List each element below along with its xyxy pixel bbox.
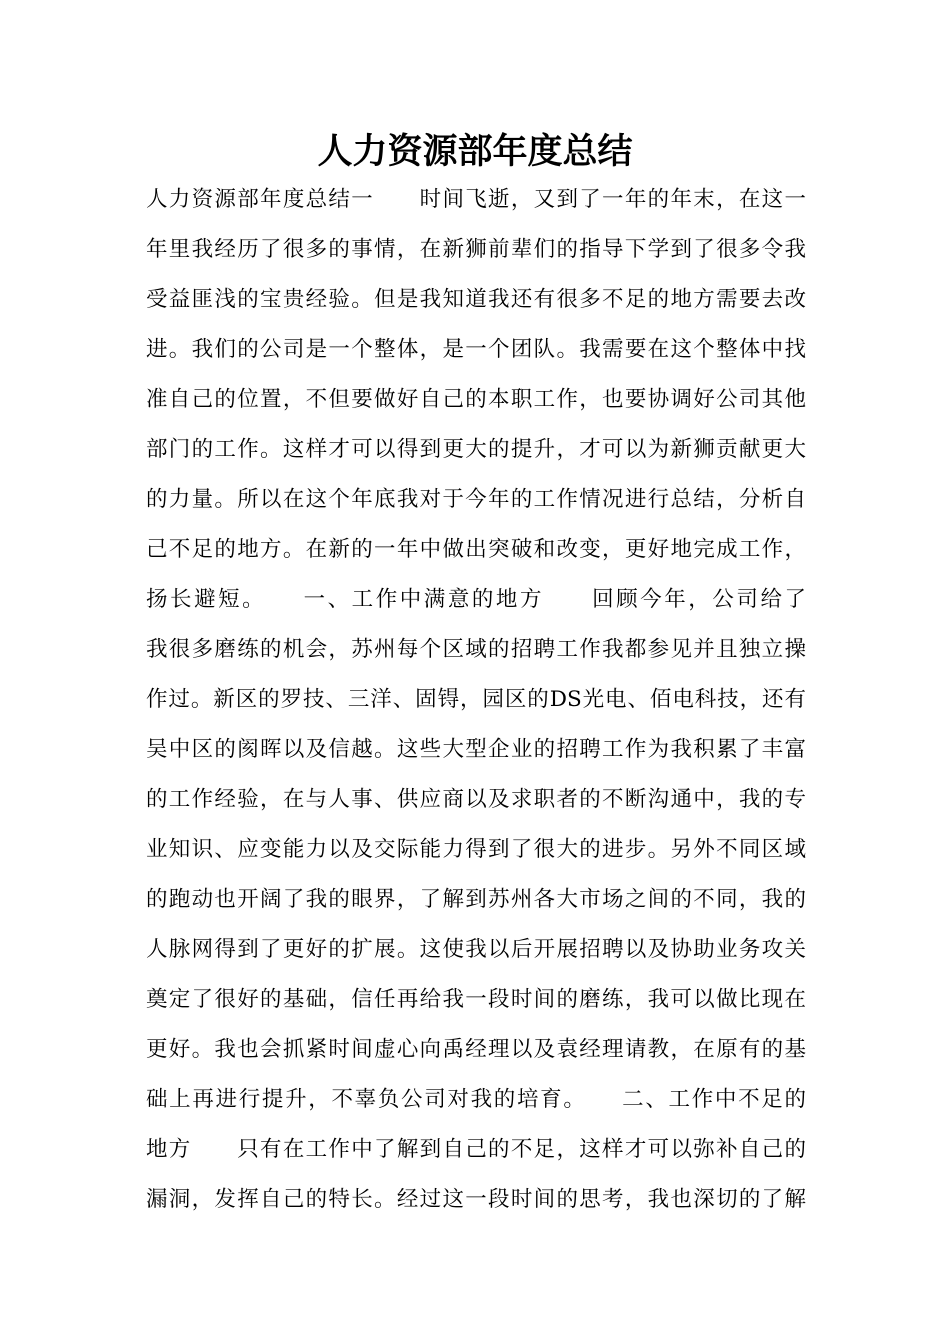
- body-line: 年里我经历了很多的事情，在新狮前辈们的指导下学到了很多令我: [146, 237, 806, 262]
- document-body: [146, 175, 806, 1225]
- body-line: 地方 只有在工作中了解到自己的不足，这样才可以弥补自己的: [146, 1137, 806, 1162]
- body-line: 受益匪浅的宝贵经验。但是我知道我还有很多不足的地方需要去改: [146, 287, 806, 312]
- body-line: 奠定了很好的基础，信任再给我一段时间的磨练，我可以做比现在: [146, 987, 806, 1012]
- body-line: 业知识、应变能力以及交际能力得到了很大的进步。另外不同区域: [146, 837, 806, 862]
- body-line: 更好。我也会抓紧时间虚心向禹经理以及袁经理请教，在原有的基: [146, 1037, 806, 1062]
- body-line: 己不足的地方。在新的一年中做出突破和改变，更好地完成工作，: [146, 537, 806, 562]
- body-line: 部门的工作。这样才可以得到更大的提升，才可以为新狮贡献更大: [146, 437, 806, 462]
- body-line: 吴中区的阂晖以及信越。这些大型企业的招聘工作为我积累了丰富: [146, 737, 806, 762]
- body-line: 人脉网得到了更好的扩展。这使我以后开展招聘以及协助业务攻关: [146, 937, 806, 962]
- body-line: 作过。新区的罗技、三洋、固锝，园区的DS光电、佰电科技，还有: [146, 687, 806, 712]
- body-line: 我很多磨练的机会，苏州每个区域的招聘工作我都参见并且独立操: [146, 637, 806, 662]
- body-line: 的工作经验，在与人事、供应商以及求职者的不断沟通中，我的专: [146, 787, 806, 812]
- body-line: 的力量。所以在这个年底我对于今年的工作情况进行总结，分析自: [146, 487, 806, 512]
- body-line: 扬长避短。 一、工作中满意的地方 回顾今年，公司给了: [146, 587, 806, 612]
- document-title: 人力资源部年度总结: [317, 132, 633, 172]
- body-line: 准自己的位置，不但要做好自己的本职工作，也要协调好公司其他: [146, 387, 806, 412]
- body-line: 的跑动也开阔了我的眼界，了解到苏州各大市场之间的不同，我的: [146, 887, 806, 912]
- body-line: 进。我们的公司是一个整体，是一个团队。我需要在这个整体中找: [146, 337, 806, 362]
- body-line: 人力资源部年度总结一 时间飞逝，又到了一年的年末，在这一: [146, 187, 806, 212]
- body-line: 础上再进行提升，不辜负公司对我的培育。 二、工作中不足的: [146, 1087, 806, 1112]
- body-line: 漏洞，发挥自己的特长。经过这一段时间的思考，我也深切的了解: [146, 1187, 806, 1212]
